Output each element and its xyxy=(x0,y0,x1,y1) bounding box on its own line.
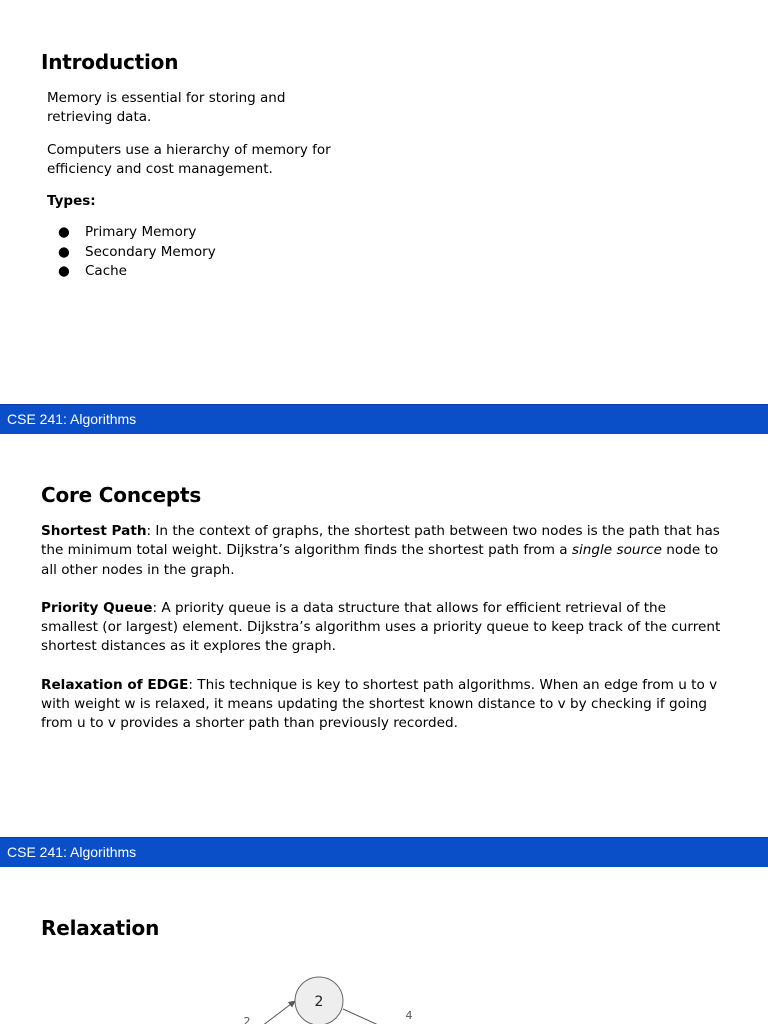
slide-footer xyxy=(0,404,768,434)
bullet-icon: ● xyxy=(58,224,70,241)
list-item: ● Secondary Memory xyxy=(47,243,347,262)
slide-core-concepts xyxy=(0,433,768,837)
emphasis: single source xyxy=(571,542,662,559)
relaxation-diagram xyxy=(0,866,768,1024)
footer-text: CSE 241: Algorithms xyxy=(7,411,137,427)
term: Shortest Path xyxy=(41,523,147,539)
bullet-icon: ● xyxy=(58,243,70,260)
footer-text: CSE 241: Algorithms xyxy=(7,844,137,860)
slide-footer xyxy=(0,837,768,867)
paragraph: Computers use a hierarchy of memory for efficiency and cost management. xyxy=(47,141,331,177)
list-item: ● Primary Memory xyxy=(47,223,347,242)
paragraph-relaxation: Relaxation of EDGE: This technique is key to shortest path algorithms. When an edge from u to v with weight w is relaxed, it means updating the shortest known distance to v by checking if going from u to v provides a shorter path than previously recorded. xyxy=(41,676,718,732)
slide-body xyxy=(41,522,721,753)
term: Priority Queue xyxy=(41,599,153,616)
node-label: 2 xyxy=(314,994,324,1010)
slide-body xyxy=(47,89,347,281)
slide-introduction xyxy=(0,0,768,404)
graph-edge-left xyxy=(262,1001,295,1024)
slide-relaxation xyxy=(0,866,768,1024)
types-label: Types: xyxy=(47,193,96,210)
slide-title: Introduction xyxy=(41,50,179,74)
bullet-icon: ● xyxy=(58,263,70,280)
types-list xyxy=(47,223,347,281)
list-item: ● Cache xyxy=(47,262,347,281)
paragraph-priority-queue: Priority Queue: A priority queue is a data structure that allows for efficient retrieval of the smallest (or largest) element. Dijkstra’s algorithm uses a priority queue to keep track of the current shortest distances as it explores the graph. xyxy=(41,599,721,655)
slide-title: Core Concepts xyxy=(41,483,202,507)
edge-weight-label: 2 xyxy=(243,1015,251,1024)
slide-title: Relaxation xyxy=(41,916,160,940)
edge-weight-label: 4 xyxy=(405,1009,413,1022)
paragraph-shortest-path: Shortest Path: In the context of graphs, the shortest path between two nodes is the path that has the minimum total weight. Dijkstra’s algorithm finds the shortest path from a single source node to all other nodes in the graph. xyxy=(41,523,720,578)
term: Relaxation of EDGE xyxy=(41,676,189,693)
graph-edge-right xyxy=(343,1009,385,1024)
paragraph: Memory is essential for storing and retrieving data. xyxy=(47,90,286,126)
